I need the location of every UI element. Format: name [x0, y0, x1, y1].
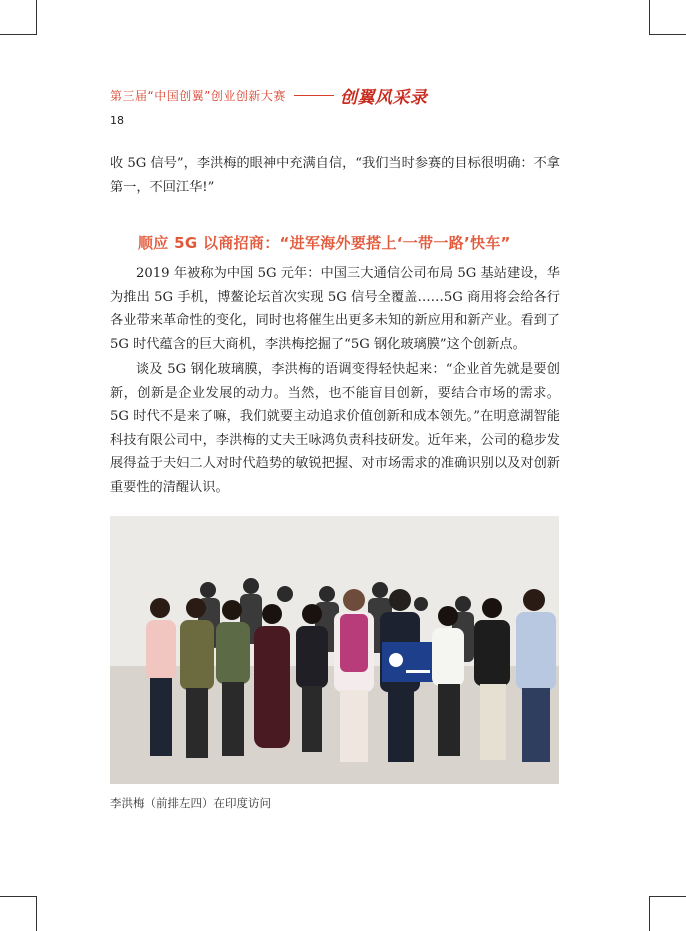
- paragraph-3: 谈及 5G 钢化玻璃膜，李洪梅的语调变得轻快起来：“企业首先就是要创新，创新是企业发展的动力。当然，也不能盲目创新，要结合市场的需求。5G 时代不是来了嘛，我们就要主动追求价值创新和成本领先。”在明意湖智能科技有限公司中，李洪梅的丈夫王咏鸿负责科技研发。近年来，公司的稳步发展得益于夫妇二人对时代趋势的敏锐把握、对市场需求的准确识别以及对创新重要性的清醒认识。: [110, 362, 560, 495]
- crop-mark-bottom-left: [0, 896, 37, 931]
- group-photo-illustration: [110, 516, 559, 784]
- crop-mark-top-left: [0, 0, 37, 35]
- group-photo: [110, 516, 559, 784]
- paragraph-2: 2019 年被称为中国 5G 元年：中国三大通信公司布局 5G 基站建设，华为推出 5G 手机，博鳌论坛首次实现 5G 信号全覆盖……5G 商用将会给各行各业带来革命性的变化，同时也将催生出更多未知的新应用和新产业。看到了 5G 时代蕴含的巨大商机，李洪梅挖掘了“5G 钢化玻璃膜”这个创新点。: [110, 266, 560, 352]
- running-head-dash: [294, 95, 334, 96]
- running-head: [110, 84, 570, 106]
- section-heading: 顺应 5G 以商招商：“进军海外要搭上‘一带一路’快车”: [138, 234, 511, 252]
- crop-mark-bottom-right: [649, 896, 686, 931]
- crop-mark-top-right: [649, 0, 686, 35]
- paragraph-1: 收 5G 信号”，李洪梅的眼神中充满自信，“我们当时参赛的目标很明确：不拿第一，不回江华!”: [110, 156, 560, 195]
- series-title: 第三届“中国创翼”创业创新大赛: [110, 88, 286, 103]
- page-number: 18: [110, 114, 124, 127]
- photo-caption: 李洪梅（前排左四）在印度访问: [110, 796, 271, 810]
- series-slogan: 创翼风采录: [339, 87, 428, 108]
